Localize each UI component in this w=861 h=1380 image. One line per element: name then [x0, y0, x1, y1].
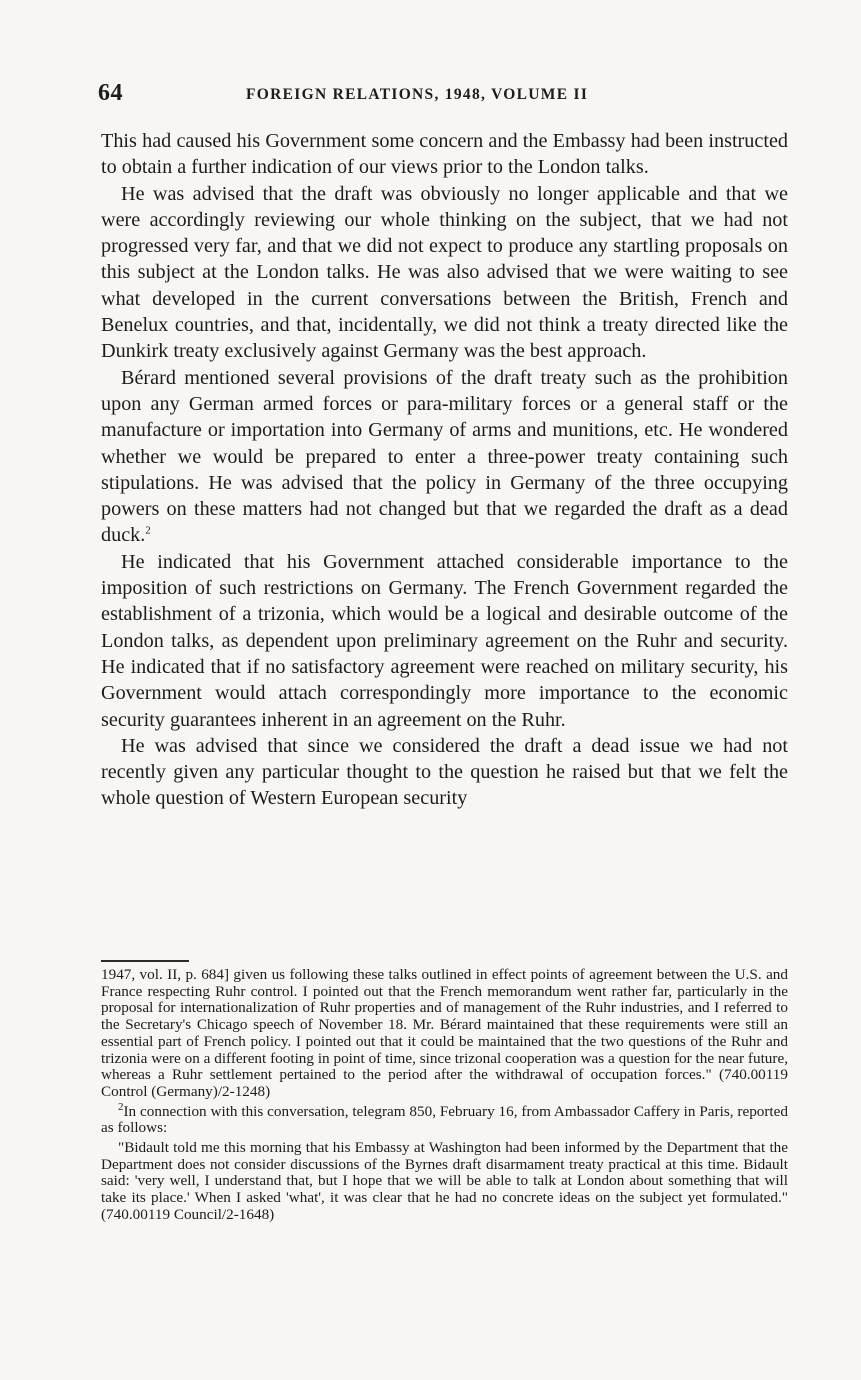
page-number: 64: [98, 80, 123, 106]
footnote-2-quote: "Bidault told me this morning that his Embassy at Washington had been informed by the Department that the Department does not consider discussions of the Byrnes draft disarmament treaty practical at this time. Bidault said: 'very well, I understand that, but I hope that we will be able to talk at London about something that will take its place.' When I asked 'what', it was clear that he had no concrete ideas on the subject yet formulated." (740.00119 Council/2-1648): [101, 1139, 788, 1223]
paragraph-2: He was advised that the draft was obviously no longer applicable and that we were accordingly reviewing our whole thinking on the subject, that we had not progressed very far, and that we did not expect to produce any startling proposals on this subject at the London talks. He was also advised that we were waiting to see what developed in the current conversations between the British, French and Benelux countries, and that, incidentally, we did not think a treaty directed like the Dunkirk treaty exclusively against Germany was the best approach.: [101, 182, 788, 363]
page-header: [98, 80, 798, 116]
footnote-2-marker: 2: [118, 1100, 124, 1113]
footnote-divider: [101, 960, 189, 962]
body-text: [101, 128, 788, 812]
running-head: FOREIGN RELATIONS, 1948, VOLUME II: [246, 86, 589, 103]
paragraph-5: He was advised that since we considered the draft a dead issue we had not recently given any particular thought to the question he raised but that we felt the whole question of Western European security: [101, 734, 788, 810]
footnotes: [101, 967, 788, 1224]
paragraph-3: [101, 365, 788, 549]
paragraph-3-text: Bérard mentioned several provisions of the draft treaty such as the prohibition upon any German armed forces or para-military forces or a general staff or the manufacture or importation into Germany of arms and munitions, etc. He wondered whether we would be prepared to enter a three-power treaty containing such stipulations. He was advised that the policy in Germany of the three occupying powers on these matters had not changed but that we regarded the draft as a dead duck.: [101, 366, 788, 547]
paragraph-1: This had caused his Government some concern and the Embassy had been instructed to obtain a further indication of our views prior to the London talks.: [101, 130, 788, 179]
footnote-2-text: In connection with this conversation, telegram 850, February 16, from Ambassador Caffery in Paris, reported as follows:: [101, 1102, 788, 1137]
footnote-continuation: 1947, vol. II, p. 684] given us following these talks outlined in effect points of agreement between the U.S. and France respecting Ruhr control. I pointed out that the French memorandum went rather far, particularly in the proposal for internationalization of Ruhr properties and of management of the Ruhr industries, and I referred to the Secretary's Chicago speech of November 18. Mr. Bérard maintained that these requirements were still an essential part of French policy. I pointed out that it could be maintained that the two questions of the Ruhr and trizonia were on a different footing in point of time, since trizonal cooperation was a question for the near future, whereas a Ruhr settlement pertained to the period after the withdrawal of occupation forces." (740.00119 Control (Germany)/2-1248): [101, 966, 788, 1100]
paragraph-4: He indicated that his Government attached considerable importance to the imposition of such restrictions on Germany. The French Government regarded the establishment of a trizonia, which would be a logical and desirable outcome of the London talks, as dependent upon preliminary agreement on the Ruhr and security. He indicated that if no satisfactory agreement were reached on military security, his Government would attach correspondingly more importance to the economic security guarantees inherent in an agreement on the Ruhr.: [101, 550, 788, 731]
footnote-reference[interactable]: 2: [145, 524, 151, 537]
footnote-2: [101, 1100, 788, 1137]
